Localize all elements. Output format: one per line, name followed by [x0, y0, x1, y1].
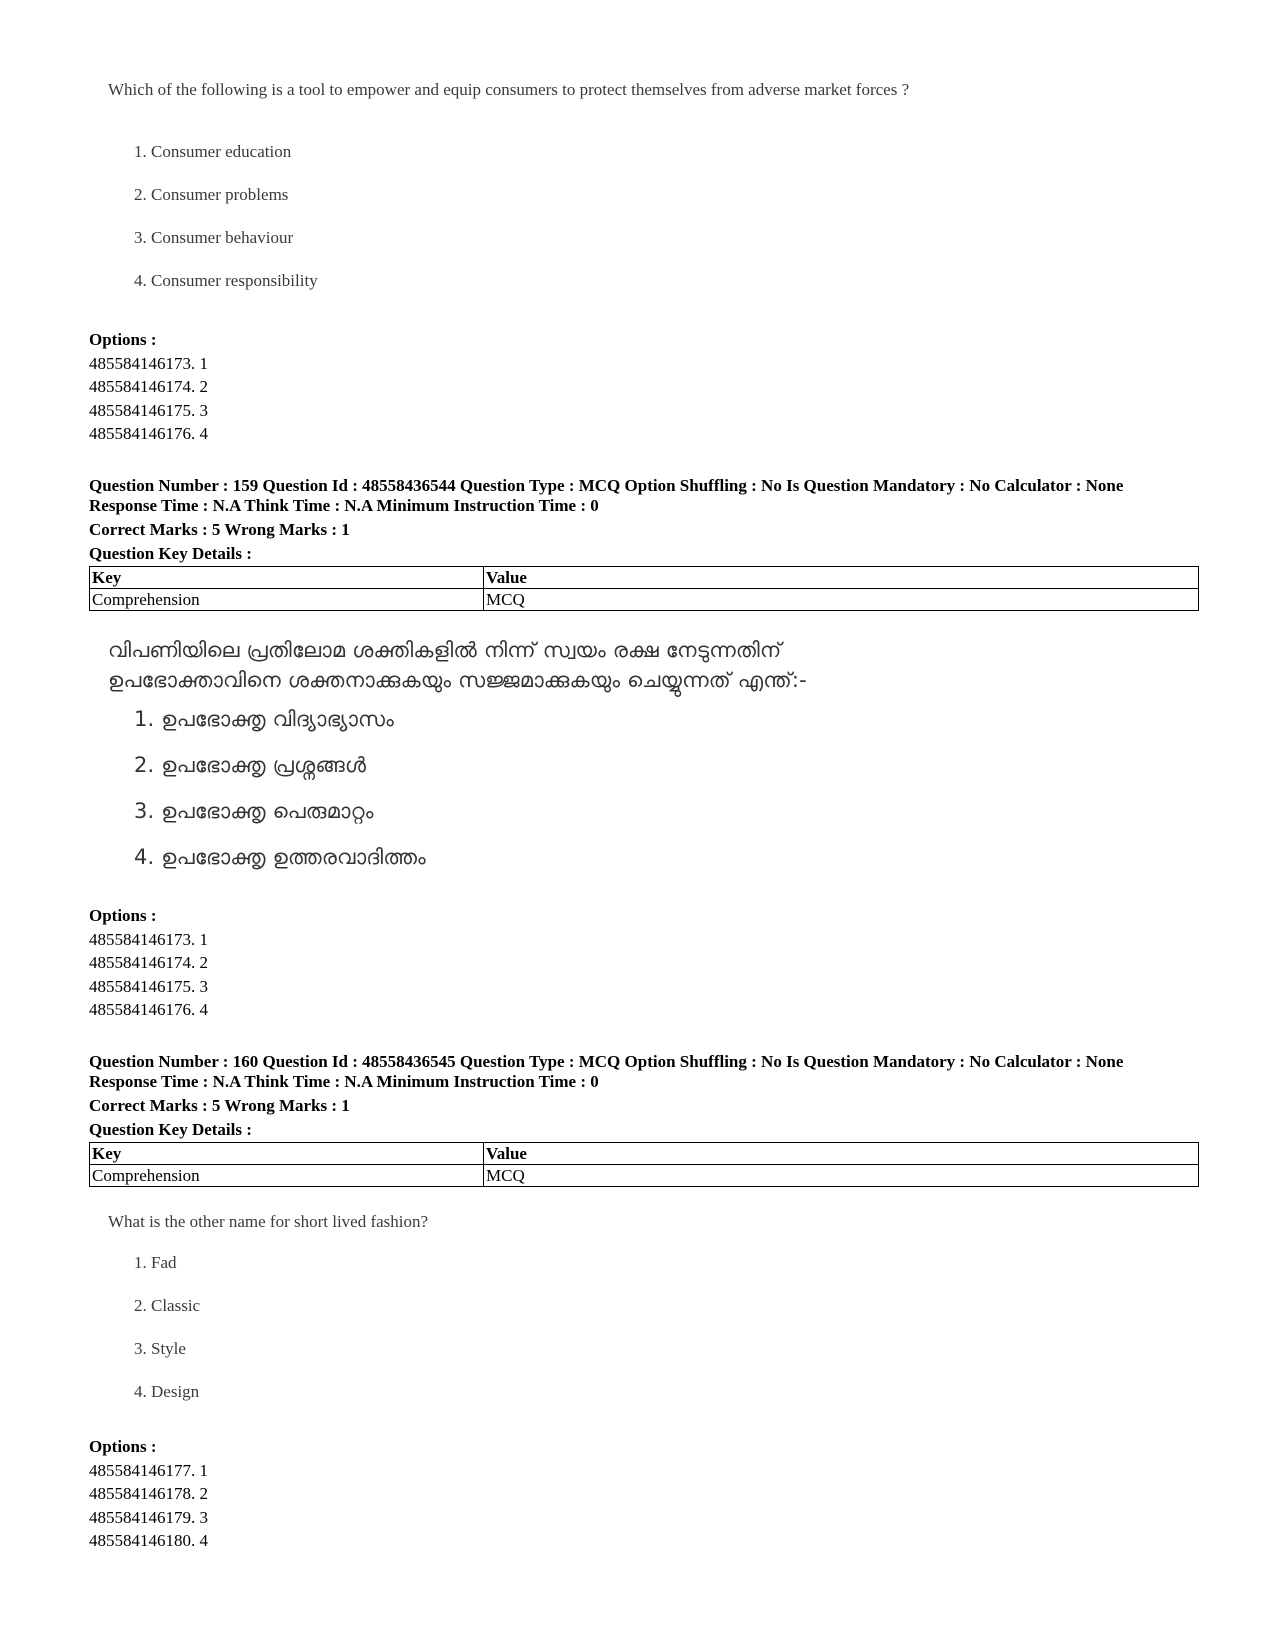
q159-stem-line2: ഉപഭോക്താവിനെ ശക്തനാക്കുകയും സജ്ജമാക്കുകയും ചെയ്യുന്നത് എന്ത്:- — [108, 668, 807, 692]
q160-option-2: 485584146178. 2 — [89, 1484, 208, 1503]
q159-marks: Correct Marks : 5 Wrong Marks : 1 — [89, 520, 350, 539]
table-row — [90, 567, 1199, 589]
q159-stem-line1: വിപണിയിലെ പ്രതിലോമ ശക്തികളിൽ നിന്ന് സ്വയം രക്ഷ നേടുന്നതിന് — [108, 638, 782, 662]
q160-meta-line2: Response Time : N.A Think Time : N.A Minimum Instruction Time : 0 — [89, 1071, 599, 1091]
q158-choice-4: 4. Consumer responsibility — [134, 271, 318, 290]
q158-option-3: 485584146175. 3 — [89, 400, 208, 420]
q158-choice-3: 3. Consumer behaviour — [134, 228, 294, 247]
q160-marks: Correct Marks : 5 Wrong Marks : 1 — [89, 1096, 350, 1115]
q160-option-1: 485584146177. 1 — [89, 1460, 208, 1480]
q159-question-image — [108, 635, 988, 869]
q159-key-details-label: Question Key Details : — [89, 543, 252, 563]
q158-option-1: 485584146173. 1 — [89, 353, 208, 373]
q159-options-label: Options : — [89, 906, 157, 925]
table-row — [90, 589, 1199, 611]
q159-options-block — [89, 904, 1199, 1022]
q160-header — [89, 1052, 1199, 1141]
q158-option-2: 485584146174. 2 — [89, 377, 208, 396]
q159-meta-line2: Response Time : N.A Think Time : N.A Minimum Instruction Time : 0 — [89, 495, 599, 515]
q159-meta-line1: Question Number : 159 Question Id : 48558436544 Question Type : MCQ Option Shuffling : No Is Question Mandatory : No Calculator : None — [89, 476, 1124, 495]
q160-value-cell: MCQ — [484, 1165, 1199, 1187]
q159-choice-1: 1. ഉപഭോക്തൃ വിദ്യാഭ്യാസം — [134, 707, 394, 731]
q159-key-cell: Comprehension — [90, 589, 484, 611]
q160-option-4: 485584146180. 4 — [89, 1531, 208, 1550]
q160-meta-line1: Question Number : 160 Question Id : 48558436545 Question Type : MCQ Option Shuffling : No Is Question Mandatory : No Calculator : None — [89, 1052, 1124, 1071]
q160-key-details-label: Question Key Details : — [89, 1119, 252, 1139]
q158-options-label: Options : — [89, 330, 157, 349]
q159-choice-2: 2. ഉപഭോക്തൃ പ്രശ്നങ്ങൾ — [134, 753, 367, 777]
q160-option-3: 485584146179. 3 — [89, 1507, 208, 1527]
q159-option-1: 485584146173. 1 — [89, 929, 208, 949]
q160-key-table — [89, 1142, 1199, 1187]
q158-choice-1: 1. Consumer education — [134, 142, 292, 161]
q160-key-cell: Comprehension — [90, 1165, 484, 1187]
q160-question-image — [108, 1210, 988, 1401]
q160-options-label: Options : — [89, 1437, 157, 1456]
q159-choice-3: 3. ഉപഭോക്തൃ പെരുമാറ്റം — [134, 799, 374, 823]
q159-key-table — [89, 566, 1199, 611]
q160-stem: What is the other name for short lived fashion? — [108, 1212, 429, 1231]
q160-choice-1: 1. Fad — [134, 1253, 177, 1272]
table-row — [90, 1165, 1199, 1187]
q159-value-cell: MCQ — [484, 589, 1199, 611]
q159-choice-4: 4. ഉപഭോക്തൃ ഉത്തരവാദിത്തം — [134, 845, 426, 869]
q158-choice-2: 2. Consumer problems — [134, 185, 289, 204]
table-row — [90, 1143, 1199, 1165]
q160-options-block — [89, 1435, 1199, 1553]
q160-choice-4: 4. Design — [134, 1382, 200, 1401]
q159-value-header: Value — [484, 567, 1199, 589]
q159-header — [89, 476, 1199, 565]
q158-question-image — [108, 78, 988, 290]
q159-option-2: 485584146174. 2 — [89, 953, 208, 972]
q159-option-4: 485584146176. 4 — [89, 1000, 208, 1019]
q158-options-block — [89, 328, 1199, 446]
q158-stem: Which of the following is a tool to empower and equip consumers to protect themselves from adverse market forces ? — [108, 80, 910, 99]
q159-option-3: 485584146175. 3 — [89, 976, 208, 996]
q160-key-header: Key — [90, 1143, 484, 1165]
q158-option-4: 485584146176. 4 — [89, 424, 208, 443]
q160-choice-3: 3. Style — [134, 1339, 186, 1358]
q160-value-header: Value — [484, 1143, 1199, 1165]
q160-choice-2: 2. Classic — [134, 1296, 201, 1315]
q159-key-header: Key — [90, 567, 484, 589]
